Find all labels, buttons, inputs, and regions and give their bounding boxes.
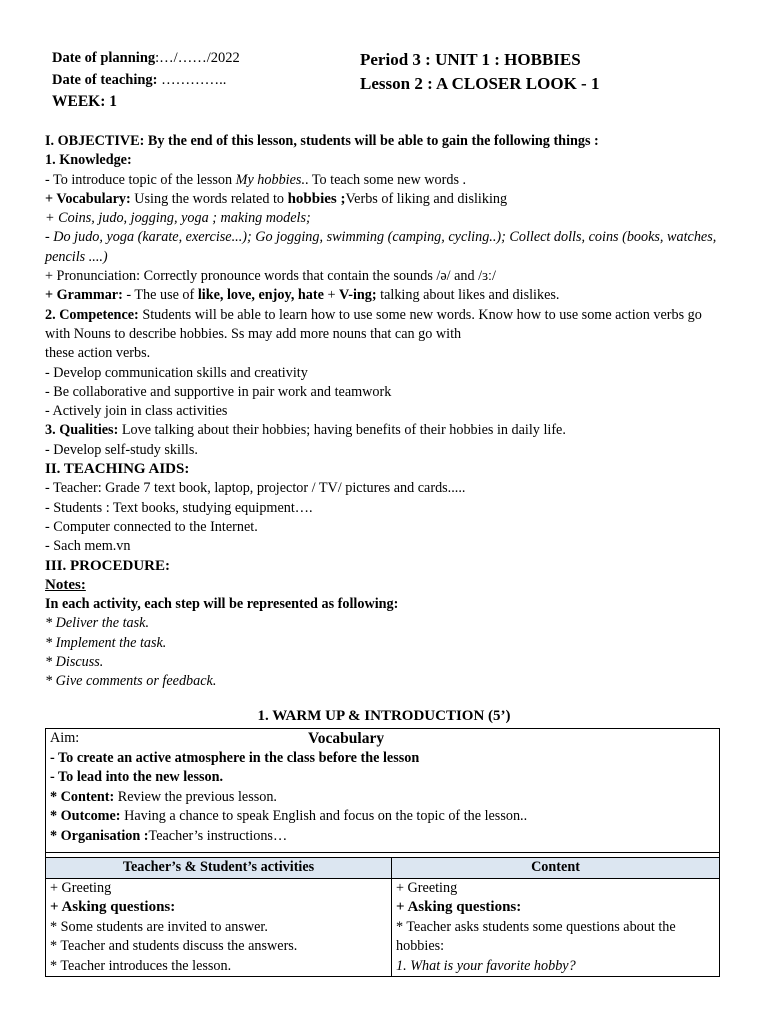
teaching-aids-title: II. TEACHING AIDS: [45,461,190,478]
aim-header [50,729,715,749]
competence-item: - Develop communication skills and creativity [45,364,308,381]
greeting-label: + Greeting [396,879,458,896]
procedure-title: III. PROCEDURE: [45,557,171,574]
objective-title: I. OBJECTIVE: By the end of this lesson, students will be able to gain the following things : [45,133,599,149]
content-line: * Content: Review the previous lesson. [50,788,277,805]
aids-item: - Sach mem.vn [45,538,131,555]
aim-label: Aim: [50,730,80,746]
procedure-step: * Deliver the task. [45,615,150,632]
vocabulary-line: + Vocabulary: Using the words related to hobbies ;Verbs of liking and disliking [45,190,508,207]
aim-item: - To lead into the new lesson. [50,769,224,785]
procedure-step: * Give comments or feedback. [45,673,217,690]
outcome-line: * Outcome: Having a chance to speak English and focus on the topic of the lesson.. [50,808,528,824]
activities-cell [46,878,392,977]
competence-item: - Be collaborative and supportive in pair work and teamwork [45,383,392,400]
activity-step: * Some students are invited to answer. [50,918,268,935]
notes-title: Notes: [45,576,86,593]
asking-questions-label: + Asking questions: [50,899,176,915]
coins-line: + Coins, judo, jogging, yoga ; making models; [45,210,311,227]
column-header-content: Content [392,858,720,879]
aim-item: - To create an active atmosphere in the class before the lesson [50,749,420,766]
procedure-step: * Discuss. [45,654,104,671]
qualities-line: 3. Qualities: Love talking about their hobbies; having benefits of their hobbies in daily life. [45,422,566,439]
vocabulary-heading: Vocabulary [308,730,385,747]
activity-step: * Teacher introduces the lesson. [50,957,232,974]
content-step: * Teacher asks students some questions about the hobbies: [396,918,676,954]
question-item: 1. What is your favorite hobby? [396,957,576,974]
column-header-activities: Teacher’s & Student’s activities [46,858,392,879]
lesson-title: Lesson 2 : A CLOSER LOOK - 1 [360,74,600,93]
table-header-row [46,858,720,879]
asking-questions-label: + Asking questions: [396,899,522,915]
aids-item: - Students : Text books, studying equipment…. [45,499,313,516]
lesson-body [45,132,725,692]
week-label: WEEK: 1 [52,93,118,110]
aids-item: - Computer connected to the Internet. [45,518,258,535]
competence-item: - Actively join in class activities [45,403,228,420]
procedure-step: * Implement the task. [45,634,167,651]
header-left [52,47,240,113]
knowledge-line: - To introduce topic of the lesson My hobbies.. To teach some new words . [45,171,467,188]
competence-paragraph: 2. Competence: Students will be able to learn how to use some new words. Know how to use some action verbs go with Nouns to describe hobbies. Ss may add more nouns that can go with [45,306,702,342]
header-right [360,48,599,96]
aids-item: - Teacher: Grade 7 text book, laptop, projector / TV/ pictures and cards..... [45,480,466,497]
aim-row [46,729,720,853]
date-of-planning: Date of planning:…/……/2022 [52,50,240,66]
activity-step: * Teacher and students discuss the answers. [50,938,298,954]
activities-line: - Do judo, yoga (karate, exercise...); Go jogging, swimming (camping, cycling..); Collect dolls, coins (books, watches, pencils ....) [45,229,717,265]
pronunciation-line: + Pronunciation: Correctly pronounce words that contain the sounds /ə/ and /ɜː/ [45,268,496,285]
greeting-label: + Greeting [50,879,112,896]
warmup-table [45,728,720,977]
content-cell [392,878,720,977]
organisation-line: * Organisation :Teacher’s instructions… [50,827,288,844]
competence-paragraph-end: these action verbs. [45,345,151,362]
date-of-teaching: Date of teaching: ………….. [52,72,227,88]
grammar-line: + Grammar: - The use of like, love, enjoy, hate + V-ing; talking about likes and dislikes. [45,287,560,304]
qualities-item: - Develop self-study skills. [45,441,198,458]
warmup-section-title: 1. WARM UP & INTRODUCTION (5’) [257,708,511,724]
knowledge-title: 1. Knowledge: [45,152,132,169]
period-title: Period 3 : UNIT 1 : HOBBIES [360,50,581,69]
procedure-intro: In each activity, each step will be represented as following: [45,596,399,613]
table-row [46,878,720,977]
